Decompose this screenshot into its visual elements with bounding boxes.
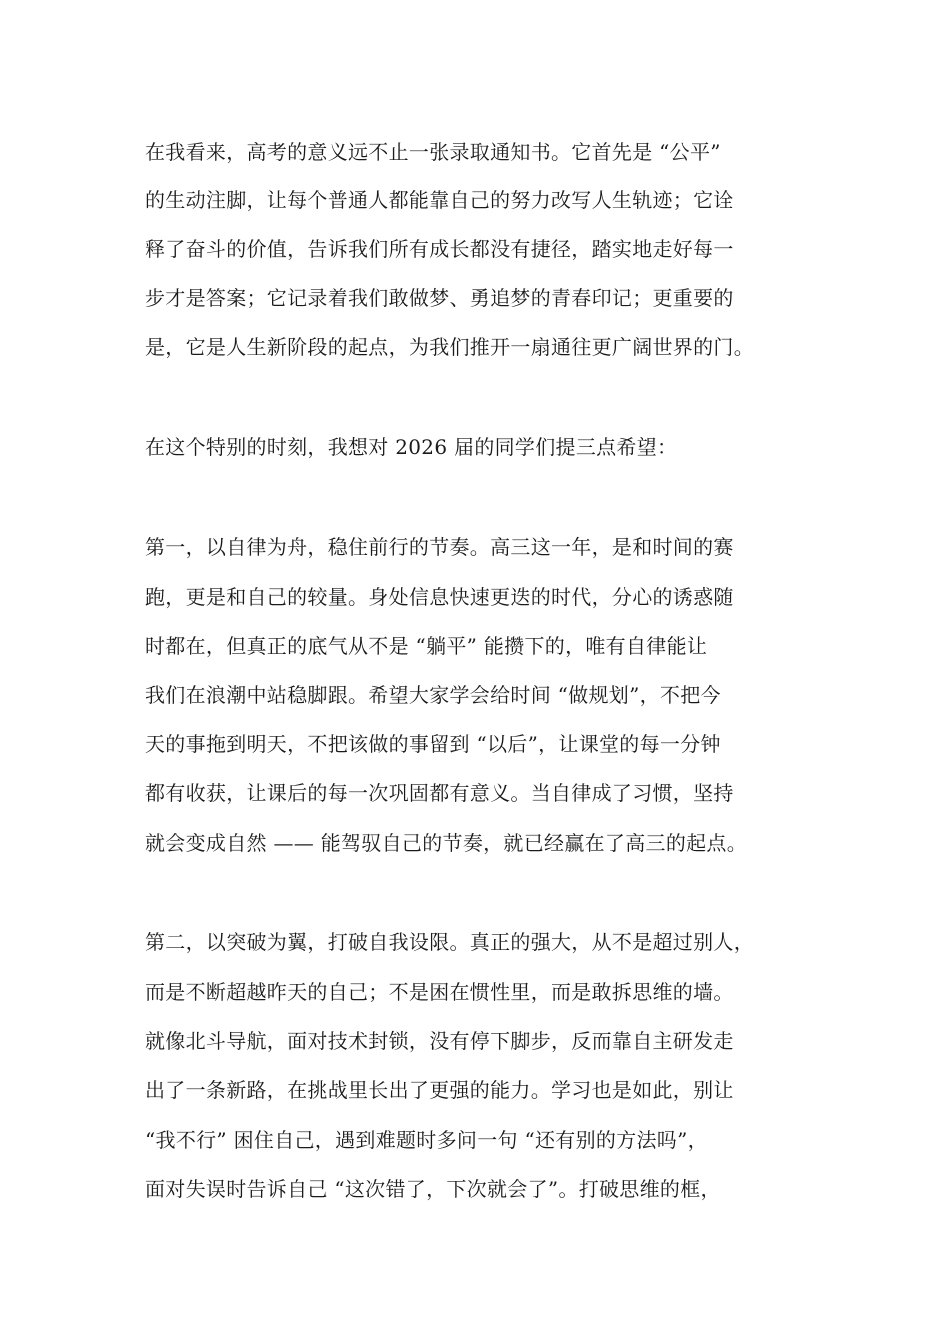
paragraph-3-line-2: 跑，更是和自己的较量。身处信息快速更迭的时代，分心的诱惑随 bbox=[145, 585, 734, 609]
paragraph-3-line-3: 时都在，但真正的底气从不是 “躺平” 能攒下的，唯有自律能让 bbox=[145, 634, 708, 658]
paragraph-3-line-4: 我们在浪潮中站稳脚跟。希望大家学会给时间 “做规划”，不把今 bbox=[145, 683, 721, 707]
paragraph-3-line-7: 就会变成自然 —— 能驾驭自己的节奏，就已经赢在了高三的起点。 bbox=[145, 831, 748, 855]
paragraph-1-line-2: 的生动注脚，让每个普通人都能靠自己的努力改写人生轨迹；它诠 bbox=[145, 188, 734, 212]
paragraph-4-line-5: “我不行” 困住自己，遇到难题时多问一句 “还有别的方法吗”， bbox=[145, 1128, 708, 1152]
paragraph-4-line-4: 出了一条新路，在挑战里长出了更强的能力。学习也是如此，别让 bbox=[145, 1078, 734, 1102]
paragraph-4-line-6: 面对失误时告诉自己 “这次错了，下次就会了”。打破思维的框， bbox=[145, 1177, 721, 1201]
paragraph-3-line-5: 天的事拖到明天，不把该做的事留到 “以后”，让课堂的每一分钟 bbox=[145, 732, 721, 756]
paragraph-1-line-1: 在我看来，高考的意义远不止一张录取通知书。它首先是 “公平” bbox=[145, 140, 721, 164]
paragraph-1-line-5: 是，它是人生新阶段的起点，为我们推开一扇通往更广阔世界的门。 bbox=[145, 335, 754, 359]
paragraph-2-line-1: 在这个特别的时刻，我想对 2026 届的同学们提三点希望： bbox=[145, 435, 678, 459]
paragraph-1-line-4: 步才是答案；它记录着我们敢做梦、勇追梦的青春印记；更重要的 bbox=[145, 286, 734, 310]
paragraph-3-line-1: 第一，以自律为舟，稳住前行的节奏。高三这一年，是和时间的赛 bbox=[145, 535, 734, 559]
paragraph-3-line-6: 都有收获，让课后的每一次巩固都有意义。当自律成了习惯，坚持 bbox=[145, 781, 734, 805]
paragraph-1-line-3: 释了奋斗的价值，告诉我们所有成长都没有捷径，踏实地走好每一 bbox=[145, 237, 734, 261]
paragraph-4-line-1: 第二，以突破为翼，打破自我设限。真正的强大，从不是超过别人， bbox=[145, 930, 754, 954]
paragraph-4-line-2: 而是不断超越昨天的自己；不是困在惯性里，而是敢拆思维的墙。 bbox=[145, 980, 734, 1004]
paragraph-4-line-3: 就像北斗导航，面对技术封锁，没有停下脚步，反而靠自主研发走 bbox=[145, 1029, 734, 1053]
